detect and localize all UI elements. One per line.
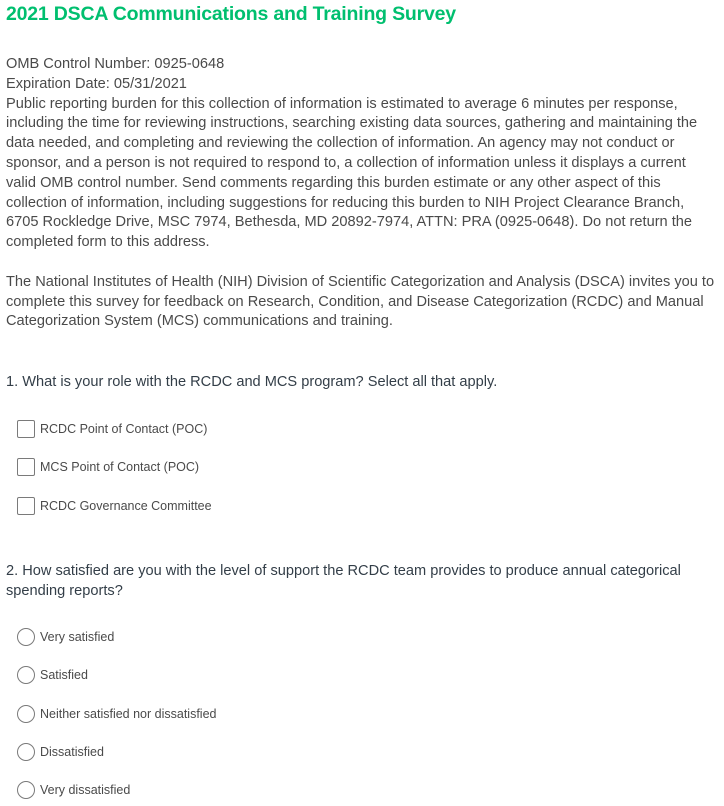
q2-option-very-dissatisfied[interactable] [17, 781, 130, 799]
question-2: 2. How satisfied are you with the level of support the RCDC team provides to produce annual categorical spending reports? [6, 563, 681, 599]
q1-option-mcs-poc[interactable] [17, 458, 199, 476]
checkbox[interactable] [17, 420, 35, 438]
q2-option-satisfied[interactable] [17, 666, 88, 684]
invite-text: The National Institutes of Health (NIH) Division of Scientific Categorization and Analysis (DSCA) invites you to complete this survey for feedback on Research, Condition, and Disease Categorization (RCDC) and Manual Categorization System (MCS) communications and training. [6, 273, 715, 330]
omb-control-number: OMB Control Number: 0925-0648 [6, 56, 225, 72]
checkbox[interactable] [17, 458, 35, 476]
q2-option-very-satisfied[interactable] [17, 628, 114, 646]
q1-option-governance[interactable] [17, 497, 212, 515]
q2-option-dissatisfied[interactable] [17, 743, 104, 761]
radio[interactable] [17, 781, 35, 799]
option-label: Very satisfied [40, 630, 115, 644]
radio[interactable] [17, 743, 35, 761]
radio[interactable] [17, 628, 35, 646]
option-label: Dissatisfied [40, 745, 104, 759]
radio[interactable] [17, 705, 35, 723]
checkbox[interactable] [17, 497, 35, 515]
q2-option-neutral[interactable] [17, 705, 216, 723]
option-label: RCDC Point of Contact (POC) [40, 422, 208, 436]
option-label: Neither satisfied nor dissatisfied [40, 707, 217, 721]
radio[interactable] [17, 666, 35, 684]
question-1: 1. What is your role with the RCDC and MCS program? Select all that apply. [6, 374, 498, 390]
burden-statement: Public reporting burden for this collection of information is estimated to average 6 minutes per response, including the time for reviewing instructions, searching existing data sources, gathering and maintaining the data needed, and completing and reviewing the collection of information. An agency may not conduct or sponsor, and a person is not required to respond to, a collection of information unless it displays a current valid OMB control number. Send comments regarding this burden estimate or any other aspect of this collection of information, including suggestions for reducing this burden to NIH Project Clearance Branch, 6705 Rockledge Drive, MSC 7974, Bethesda, MD 20892-7974, ATTN: PRA (0925-0648). Do not return the completed form to this address. [6, 95, 698, 251]
option-label: Satisfied [40, 668, 88, 682]
expiration-date: Expiration Date: 05/31/2021 [6, 75, 187, 92]
option-label: RCDC Governance Committee [40, 499, 212, 513]
option-label: Very dissatisfied [40, 783, 131, 797]
q1-option-rcdc-poc[interactable] [17, 420, 207, 438]
survey-intro [6, 55, 718, 332]
survey-title: 2021 DSCA Communications and Training Survey [6, 3, 456, 25]
option-label: MCS Point of Contact (POC) [40, 460, 200, 474]
